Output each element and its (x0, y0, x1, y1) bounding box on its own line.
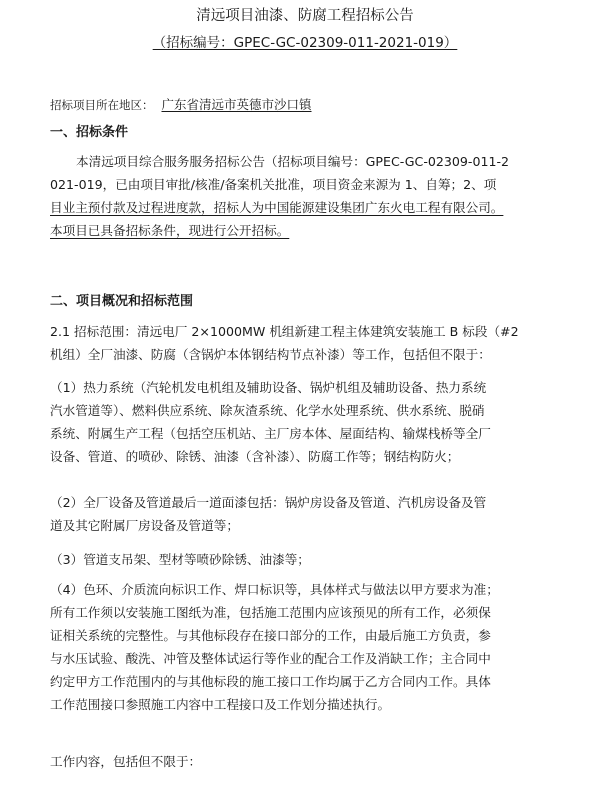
work-content-intro (50, 750, 570, 773)
scope-item-line: 道及其它附属厂房设备及管道等； (50, 518, 239, 533)
project-region (50, 96, 312, 114)
section-1-paragraph (50, 150, 570, 242)
section-2-scope (50, 320, 570, 366)
work-content-line: 工作内容，包括但不限于： (50, 754, 202, 769)
scope-item-3 (50, 548, 570, 571)
bid-number (0, 33, 610, 53)
scope-line: 2.1 招标范围：清远电厂 2×1000MW 机组新建工程主体建筑安装施工 B 标段（#2 (50, 324, 519, 339)
scope-item-line: 汽水管道等）、燃料供应系统、除灰渣系统、化学水处理系统、供水系统、脱硝 (50, 403, 485, 418)
scope-item-line: （1）热力系统（汽轮机发电机组及辅助设备、锅炉机组及辅助设备、热力系统 (50, 380, 487, 395)
scope-item-line: 系统、附属生产工程（包括空压机站、主厂房本体、屋面结构、输煤栈桥等全厂 (50, 426, 491, 441)
section-1-line: 本清远项目综合服务服务招标公告（招标项目编号：GPEC-GC-02309-011-2 (76, 154, 510, 169)
scope-item-line: （2）全厂设备及管道最后一道面漆包括：锅炉房设备及管道、汽机房设备及管 (50, 495, 487, 510)
scope-item-1 (50, 376, 570, 468)
section-1-line: 021-019，已由项目审批/核准/备案机关批准，项目资金来源为 1、自筹；2、项 (50, 177, 497, 192)
scope-item-line: 工作范围接口参照施工内容中工程接口及工作划分描述执行。 (50, 697, 391, 712)
region-label: 招标项目所在地区： (50, 98, 154, 112)
scope-item-line: 约定甲方工作范围内的与其他标段的施工接口工作均属于乙方合同内工作。具体 (50, 674, 491, 689)
scope-item-line: 证相关系统的完整性。与其他标段存在接口部分的工作，由最后施工方负责，参 (50, 628, 491, 643)
section-1-line: 目业主预付款及过程进度款，招标人为中国能源建设集团广东火电工程有限公司。 (50, 200, 504, 215)
scope-item-4 (50, 578, 570, 716)
document-title: 清远项目油漆、防腐工程招标公告 (196, 8, 414, 24)
section-1-heading: 一、招标条件 (50, 125, 129, 140)
scope-item-2 (50, 491, 570, 537)
region-value: 广东省清远市英德市沙口镇 (161, 97, 312, 112)
section-1-line: 本项目已具备招标条件，现进行公开招标。 (50, 223, 290, 238)
scope-item-line: 与水压试验、酸洗、冲管及整体试运行等作业的配合工作及消缺工作；主合同中 (50, 651, 491, 666)
scope-line: 机组）全厂油漆、防腐（含锅炉本体钢结构节点补漆）等工作，包括但不限于： (50, 347, 491, 362)
scope-item-line: （3）管道支吊架、型材等喷砂除锈、油漆等； (50, 552, 310, 567)
bid-number-text: （招标编号：GPEC-GC-02309-011-2021-019） (152, 35, 458, 51)
scope-item-line: 设备、管道、的喷砂、除锈、油漆（含补漆）、防腐工作等；钢结构防火； (50, 449, 460, 464)
scope-item-line: 所有工作须以安装施工图纸为准，包括施工范围内应该预见的所有工作，必须保 (50, 605, 491, 620)
scope-item-line: （4）色环、介质流向标识工作、焊口标识等，具体样式与做法以甲方要求为准； (50, 582, 499, 597)
section-2-heading: 二、项目概况和招标范围 (50, 294, 194, 309)
